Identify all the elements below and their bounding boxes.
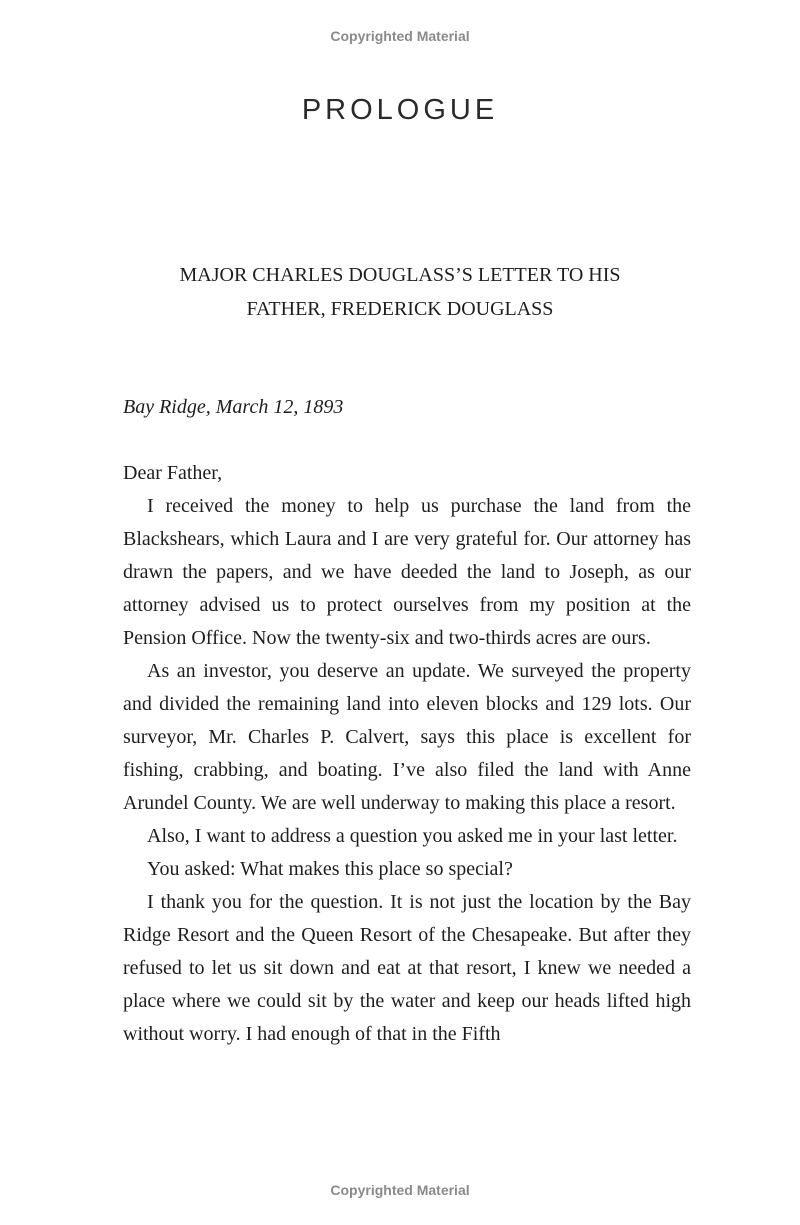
letter-salutation: Dear Father, [123,462,223,484]
copyright-watermark-top: Copyrighted Material [330,28,470,44]
letter-dateline: Bay Ridge, March 12, 1893 [123,396,344,418]
letter-paragraph-4: You asked: What makes this place so special? [147,858,513,880]
letter-paragraph-5: I thank you for the question. It is not just the location by the Bay Ridge Resort and the Queen Resort of the Chesapeake. But after they refused to let us sit down and eat at that resort, I knew we needed a place where we could sit by the water and keep our heads lifted high without worry. I had enough of that in the Fifth [123,891,691,1045]
letter-heading [0,258,800,326]
copyright-watermark-bottom: Copyrighted Material [330,1182,470,1198]
letter-paragraph-3: Also, I want to address a question you asked me in your last letter. [147,825,678,847]
letter-heading-line-1: MAJOR CHARLES DOUGLASS’S LETTER TO HIS [179,264,621,286]
letter-heading-line-2: FATHER, FREDERICK DOUGLASS [246,298,554,320]
letter-paragraph-2: As an investor, you deserve an update. We surveyed the property and divided the remaining land into eleven blocks and 129 lots. Our surveyor, Mr. Charles P. Calvert, says this place is excellent for fishing, crabbing, and boating. I’ve also filed the land with Anne Arundel County. We are well underway to making this place a resort. [123,660,691,814]
letter-paragraph-1: I received the money to help us purchase the land from the Blackshears, which Laura and I are very grateful for. Our attorney has drawn the papers, and we have deeded the land to Joseph, as our attorney advised us to protect ourselves from my position at the Pension Office. Now the twenty-six and two-thirds acres are ours. [123,495,691,649]
letter-body [123,457,691,1051]
chapter-title: PROLOGUE [301,94,499,126]
